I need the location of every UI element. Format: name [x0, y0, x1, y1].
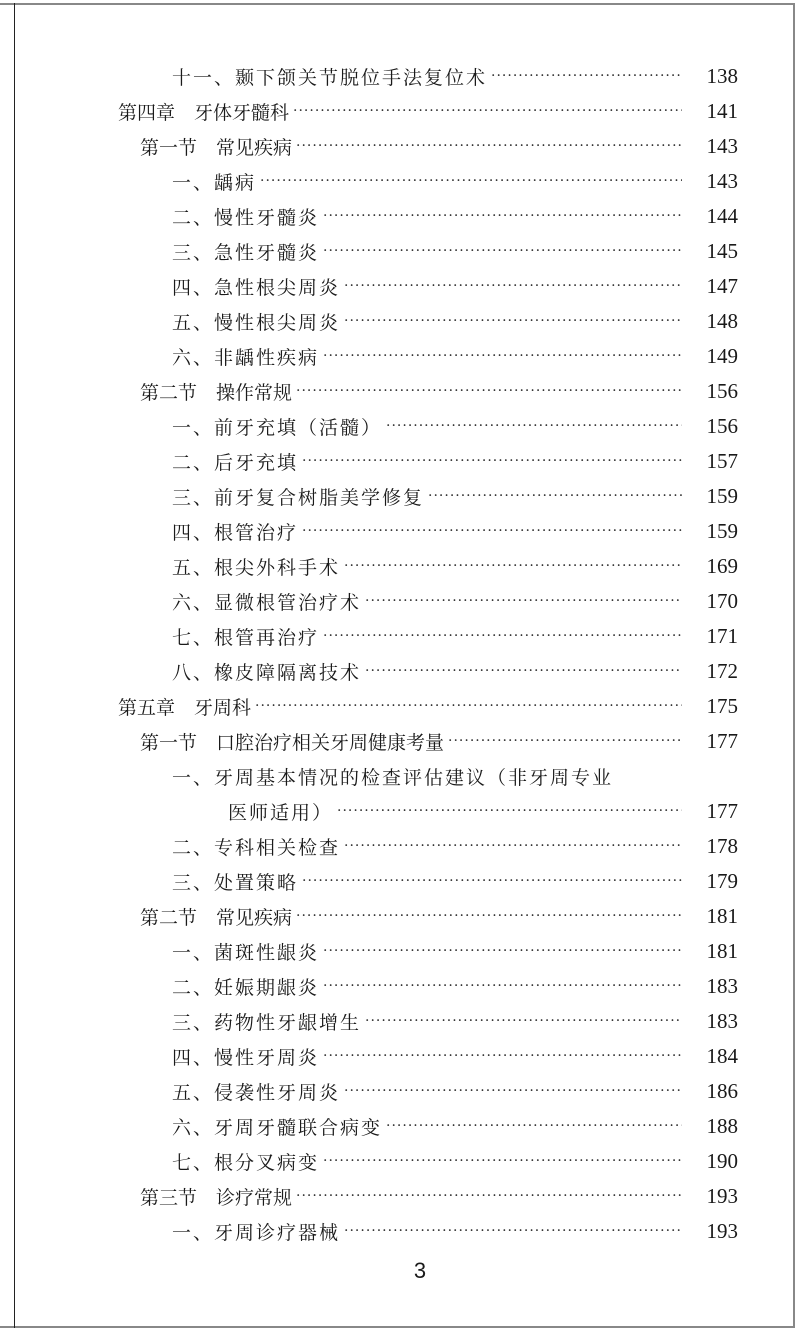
toc-entry-page: 181: [706, 903, 738, 928]
toc-entry[interactable]: [172, 587, 738, 615]
dot-leader: [293, 103, 682, 119]
toc-entry-title: 二、专科相关检查: [172, 836, 341, 859]
dot-leader: [491, 68, 682, 84]
toc-entry-title: 第三节 诊疗常规: [140, 1186, 293, 1209]
toc-entry[interactable]: [172, 447, 738, 475]
dot-leader: [344, 558, 682, 574]
toc-entry-page: 190: [706, 1148, 738, 1173]
toc-entry[interactable]: [172, 1042, 738, 1070]
dot-leader: [302, 453, 682, 469]
toc-entry[interactable]: [172, 412, 738, 440]
toc-entry-title: 五、侵袭性牙周炎: [172, 1081, 341, 1104]
toc-entry-page: 181: [706, 938, 738, 963]
dot-leader: [323, 1153, 682, 1169]
toc-entry-title: 三、药物性牙龈增生: [172, 1011, 362, 1034]
dot-leader: [386, 418, 682, 434]
dot-leader: [302, 523, 682, 539]
toc-entry-page: 145: [706, 238, 738, 263]
dot-leader: [302, 873, 682, 889]
toc-entry-title: 五、根尖外科手术: [172, 556, 341, 579]
dot-leader: [365, 593, 682, 609]
toc-entry-page: 172: [706, 658, 738, 683]
toc-entry[interactable]: [118, 692, 738, 720]
dot-leader: [337, 803, 682, 819]
toc-entry[interactable]: [118, 97, 738, 125]
toc-entry-page: 170: [706, 588, 738, 613]
toc-entry-title: 第一节 常见疾病: [140, 136, 293, 159]
toc-entry-title: 六、非龋性疾病: [172, 346, 320, 369]
toc-entry[interactable]: [172, 762, 738, 790]
toc-entry[interactable]: [172, 972, 738, 1000]
toc-entry-page: 171: [706, 623, 738, 648]
toc-entry[interactable]: [172, 657, 738, 685]
toc-entry-title: 第二节 操作常规: [140, 381, 293, 404]
toc-entry[interactable]: [172, 867, 738, 895]
toc-entry[interactable]: [172, 552, 738, 580]
dot-leader: [323, 348, 682, 364]
dot-leader: [323, 243, 682, 259]
toc-entry-page: 177: [706, 798, 738, 823]
toc-entry[interactable]: [172, 1007, 738, 1035]
toc-entry-page: 141: [706, 98, 738, 123]
toc-entry-page: 138: [706, 63, 738, 88]
dot-leader: [323, 978, 682, 994]
toc-entry[interactable]: [172, 1112, 738, 1140]
toc-entry[interactable]: [172, 307, 738, 335]
toc-entry-page: 186: [706, 1078, 738, 1103]
dot-leader: [296, 383, 682, 399]
toc-entry-title: 第五章 牙周科: [118, 696, 252, 719]
toc-entry-page: 175: [706, 693, 738, 718]
toc-entry-page: 183: [706, 973, 738, 998]
toc-entry-page: 178: [706, 833, 738, 858]
toc-entry-title: 二、妊娠期龈炎: [172, 976, 320, 999]
toc-entry-title: 第二节 常见疾病: [140, 906, 293, 929]
dot-leader: [344, 313, 682, 329]
toc-entry-title: 第一节 口腔治疗相关牙周健康考量: [140, 731, 445, 754]
toc-entry-title: 三、处置策略: [172, 871, 299, 894]
toc-entry-title: 一、牙周基本情况的检查评估建议（非牙周专业: [172, 766, 614, 789]
toc-entry-page: 193: [706, 1183, 738, 1208]
toc-entry-page: 144: [706, 203, 738, 228]
toc-entry-page: 177: [706, 728, 738, 753]
toc-entry-page: 188: [706, 1113, 738, 1138]
toc-entry-page: 143: [706, 133, 738, 158]
toc-entry[interactable]: [140, 132, 738, 160]
toc-entry-page: 159: [706, 518, 738, 543]
page-number: 3: [413, 1258, 427, 1283]
toc-entry-title: 十一、颞下颌关节脱位手法复位术: [172, 66, 488, 89]
toc-entry[interactable]: [172, 937, 738, 965]
dot-leader: [365, 663, 682, 679]
toc-entry-page: 183: [706, 1008, 738, 1033]
toc-entry[interactable]: [172, 1217, 738, 1245]
dot-leader: [296, 138, 682, 154]
toc-entry-title: 五、慢性根尖周炎: [172, 311, 341, 334]
dot-leader: [344, 278, 682, 294]
toc-entry[interactable]: [172, 342, 738, 370]
toc-entry[interactable]: [172, 1077, 738, 1105]
toc-entry-page: 193: [706, 1218, 738, 1243]
toc-entry-title: 三、急性牙髓炎: [172, 241, 320, 264]
toc-entry-title: 一、龋病: [172, 171, 257, 194]
toc-entry-page: 179: [706, 868, 738, 893]
toc-entry-title: 二、后牙充填: [172, 451, 299, 474]
toc-entry-title: 七、根分叉病变: [172, 1151, 320, 1174]
dot-leader: [365, 1013, 682, 1029]
toc-entry-page: 148: [706, 308, 738, 333]
toc-entry-title: 一、牙周诊疗器械: [172, 1221, 341, 1244]
toc-entry-page: 156: [706, 413, 738, 438]
dot-leader: [255, 698, 682, 714]
toc-entry[interactable]: [172, 482, 738, 510]
toc-entry-title: 六、牙周牙髓联合病变: [172, 1116, 383, 1139]
dot-leader: [428, 488, 682, 504]
toc-entry-page: 157: [706, 448, 738, 473]
toc-entry[interactable]: [172, 272, 738, 300]
toc-entry[interactable]: [172, 62, 738, 90]
toc-entry[interactable]: [172, 517, 738, 545]
dot-leader: [323, 628, 682, 644]
dot-leader: [323, 1048, 682, 1064]
toc-entry-title: 一、菌斑性龈炎: [172, 941, 320, 964]
toc-entry[interactable]: [172, 622, 738, 650]
toc-entry-title: 四、急性根尖周炎: [172, 276, 341, 299]
toc-entry-title: 一、前牙充填（活髓）: [172, 416, 383, 439]
binding-line: [14, 3, 15, 1328]
dot-leader: [296, 908, 682, 924]
dot-leader: [323, 208, 682, 224]
dot-leader: [296, 1188, 682, 1204]
toc-entry-title: 三、前牙复合树脂美学修复: [172, 486, 425, 509]
dot-leader: [386, 1118, 682, 1134]
dot-leader: [344, 838, 682, 854]
toc-entry-page: 169: [706, 553, 738, 578]
toc-entry-title: 六、显微根管治疗术: [172, 591, 362, 614]
toc-entry[interactable]: [172, 1147, 738, 1175]
dot-leader: [344, 1223, 682, 1239]
toc-entry-page: 147: [706, 273, 738, 298]
toc-entry-title: 八、橡皮障隔离技术: [172, 661, 362, 684]
toc-entry[interactable]: [140, 1182, 738, 1210]
dot-leader: [344, 1083, 682, 1099]
toc-entry-page: 184: [706, 1043, 738, 1068]
toc-entry-title: 二、慢性牙髓炎: [172, 206, 320, 229]
toc-entry[interactable]: [140, 377, 738, 405]
toc-entry-page: 159: [706, 483, 738, 508]
toc-entry[interactable]: [140, 902, 738, 930]
toc-entry-title: 七、根管再治疗: [172, 626, 320, 649]
toc-entry-title: 四、根管治疗: [172, 521, 299, 544]
dot-leader: [448, 733, 682, 749]
toc-entry[interactable]: [140, 727, 738, 755]
dot-leader: [323, 943, 682, 959]
toc-entry-title: 医师适用）: [228, 801, 334, 824]
toc-entry-title: 四、慢性牙周炎: [172, 1046, 320, 1069]
toc-entry-page: 156: [706, 378, 738, 403]
toc-entry[interactable]: [172, 832, 738, 860]
toc-entry[interactable]: [172, 202, 738, 230]
toc-entry[interactable]: [172, 167, 738, 195]
dot-leader: [260, 173, 682, 189]
toc-entry[interactable]: [172, 237, 738, 265]
toc-entry-page: 149: [706, 343, 738, 368]
toc-entry-page: 143: [706, 168, 738, 193]
toc-entry[interactable]: [228, 797, 738, 825]
toc-entry-title: 第四章 牙体牙髓科: [118, 101, 290, 124]
